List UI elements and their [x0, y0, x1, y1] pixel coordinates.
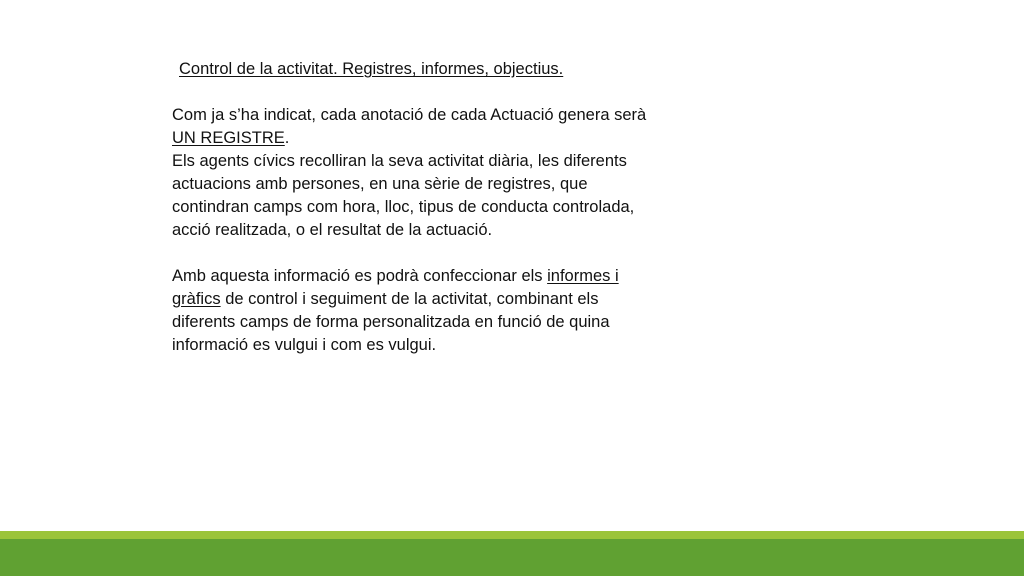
paragraph-registre: [172, 104, 692, 150]
underlined-term-un-registre: UN REGISTRE: [172, 129, 285, 147]
underlined-term-informes: informes i: [547, 267, 619, 285]
paragraph-line: [172, 127, 692, 150]
paragraph-agents-civics: [172, 150, 692, 242]
paragraph-line: Els agents cívics recolliran la seva activitat diària, les diferents: [172, 152, 627, 170]
paragraph-line: [172, 288, 692, 311]
footer-stripe-dark: [0, 539, 1024, 576]
paragraph-line: contindran camps com hora, lloc, tipus de conducta controlada,: [172, 198, 635, 216]
underlined-term-grafics: gràfics: [172, 290, 221, 308]
paragraph-text: Amb aquesta informació es podrà confeccionar els: [172, 267, 548, 285]
footer-stripe-light: [0, 531, 1024, 539]
slide-text-body: [172, 58, 692, 357]
paragraph-line: informació es vulgui i com es vulgui.: [172, 336, 437, 354]
paragraph-text: .: [284, 129, 290, 147]
blank-line: [172, 81, 692, 104]
paragraph-informes: [172, 265, 692, 357]
paragraph-line: acció realitzada, o el resultat de la actuació.: [172, 221, 493, 239]
paragraph-line: diferents camps de forma personalitzada en funció de quina: [172, 313, 610, 331]
paragraph-text: de control i seguiment de la activitat, combinant els: [220, 290, 599, 308]
paragraph-line: [172, 265, 692, 288]
paragraph-line: Com ja s’ha indicat, cada anotació de cada Actuació genera serà: [172, 106, 647, 124]
paragraph-line: actuacions amb persones, en una sèrie de registres, que: [172, 175, 588, 193]
slide-heading: Control de la activitat. Registres, informes, objectius.: [179, 60, 564, 78]
blank-line: [172, 242, 692, 265]
